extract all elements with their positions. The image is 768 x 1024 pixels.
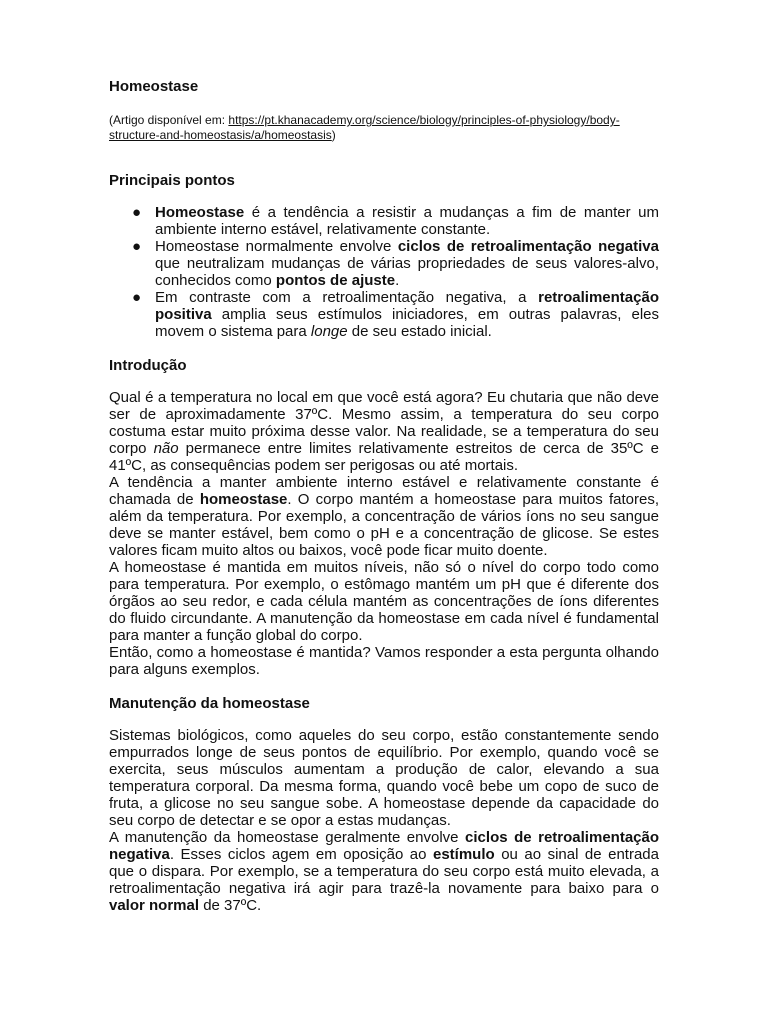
intro-paragraph-3: A homeostase é mantida em muitos níveis, não só o nível do corpo todo como para temperatura. Por exemplo, o estômago mantém um pH que é diferente dos órgãos ao seu redor, e cada célula mantém as concentrações de íons diferentes do fluido circundante. A manutenção da homeostase em cada nível é fundamental para manter a função global do corpo.	[109, 559, 659, 644]
bold-term: ciclos de retroalimentação negativa	[397, 238, 659, 255]
source-citation	[109, 113, 659, 143]
maintenance-paragraph-2	[109, 829, 659, 914]
document-title: Homeostase	[109, 78, 199, 95]
paragraph-text: de 37ºC.	[199, 897, 262, 914]
intro-paragraph-2	[109, 474, 659, 559]
list-item-text: .	[395, 272, 400, 289]
maintenance-heading: Manutenção da homeostase	[109, 695, 310, 712]
italic-term: não	[153, 440, 179, 457]
list-item	[109, 238, 659, 289]
intro-paragraph-4: Então, como a homeostase é mantida? Vamos responder a esta pergunta olhando para alguns exemplos.	[109, 644, 659, 678]
list-item-text: de seu estado inicial.	[347, 323, 492, 340]
bold-term: valor normal	[109, 897, 200, 914]
bullet-icon: ●	[132, 289, 142, 306]
paragraph-text: Qual é a temperatura no local em que você está agora? Eu chutaria que não deve ser de aproximadamente 37ºC. Mesmo assim, a temperatura do seu corpo costuma estar muito próxima desse valor. Na realidade, se a temperatura do seu corpo	[109, 389, 659, 457]
paragraph-text: . O corpo mantém a homeostase para muitos fatores, além da temperatura. Por exemplo, a concentração de vários íons no seu sangue deve se manter estável, bem como o pH e a concentração de glicose. Se estes valores ficam muito altos ou baixos, você pode ficar muito doente.	[109, 491, 659, 559]
source-link[interactable]: https://pt.khanacademy.org/science/biology/principles-of-physiology/body-structure-and-homeostasis/a/homeostasis	[109, 113, 620, 142]
paragraph-text: permanece entre limites relativamente estreitos de cerca de 35ºC e 41ºC, as consequências podem ser perigosas ou até mortais.	[109, 440, 659, 474]
paragraph-text: A tendência a manter ambiente interno estável e relativamente constante é chamada de	[109, 474, 659, 508]
paragraph-text: A manutenção da homeostase geralmente envolve	[109, 829, 466, 846]
italic-term: longe	[310, 323, 348, 340]
bold-term: retroalimentação positiva	[155, 289, 659, 323]
bold-term: homeostase	[199, 491, 288, 508]
list-item-text: Em contraste com a retroalimentação negativa, a	[155, 289, 539, 306]
source-prefix: (Artigo disponível em:	[109, 113, 229, 127]
list-item	[109, 204, 659, 238]
article-body	[109, 78, 659, 914]
bullet-icon: ●	[132, 204, 142, 221]
bullet-icon: ●	[132, 238, 142, 255]
intro-paragraph-1	[109, 389, 659, 474]
key-points-list	[109, 204, 659, 340]
list-item-text: é a tendência a resistir a mudanças a fim de manter um ambiente interno estável, relativamente constante.	[155, 204, 659, 238]
bold-term: Homeostase	[155, 204, 245, 221]
list-item-text: que neutralizam mudanças de várias propriedades de seus valores-alvo, conhecidos como	[155, 255, 659, 289]
bold-term: estímulo	[433, 846, 495, 863]
paragraph-text: ou ao sinal de entrada que o dispara. Por exemplo, se a temperatura do seu corpo está muito elevada, a retroalimentação negativa irá agir para trazê-la novamente para baixo para o	[109, 846, 659, 897]
key-points-heading: Principais pontos	[109, 172, 235, 189]
paragraph-text: . Esses ciclos agem em oposição ao	[169, 846, 433, 863]
list-item-text: Homeostase normalmente envolve	[155, 238, 398, 255]
intro-heading: Introdução	[109, 357, 187, 374]
maintenance-paragraph-1: Sistemas biológicos, como aqueles do seu corpo, estão constantemente sendo empurrados longe de seus pontos de equilíbrio. Por exemplo, quando você se exercita, seus músculos aumentam a produção de calor, elevando a sua temperatura corporal. Da mesma forma, quando você bebe um copo de suco de fruta, a glicose no seu sangue sobe. A homeostase depende da capacidade do seu corpo de detectar e se opor a estas mudanças.	[109, 727, 659, 829]
list-item	[109, 289, 659, 340]
bold-term: pontos de ajuste	[275, 272, 396, 289]
bold-term: ciclos de retroalimentação negativa	[109, 829, 660, 863]
source-suffix: )	[331, 128, 336, 142]
list-item-text: amplia seus estímulos iniciadores, em outras palavras, eles movem o sistema para	[155, 306, 659, 340]
